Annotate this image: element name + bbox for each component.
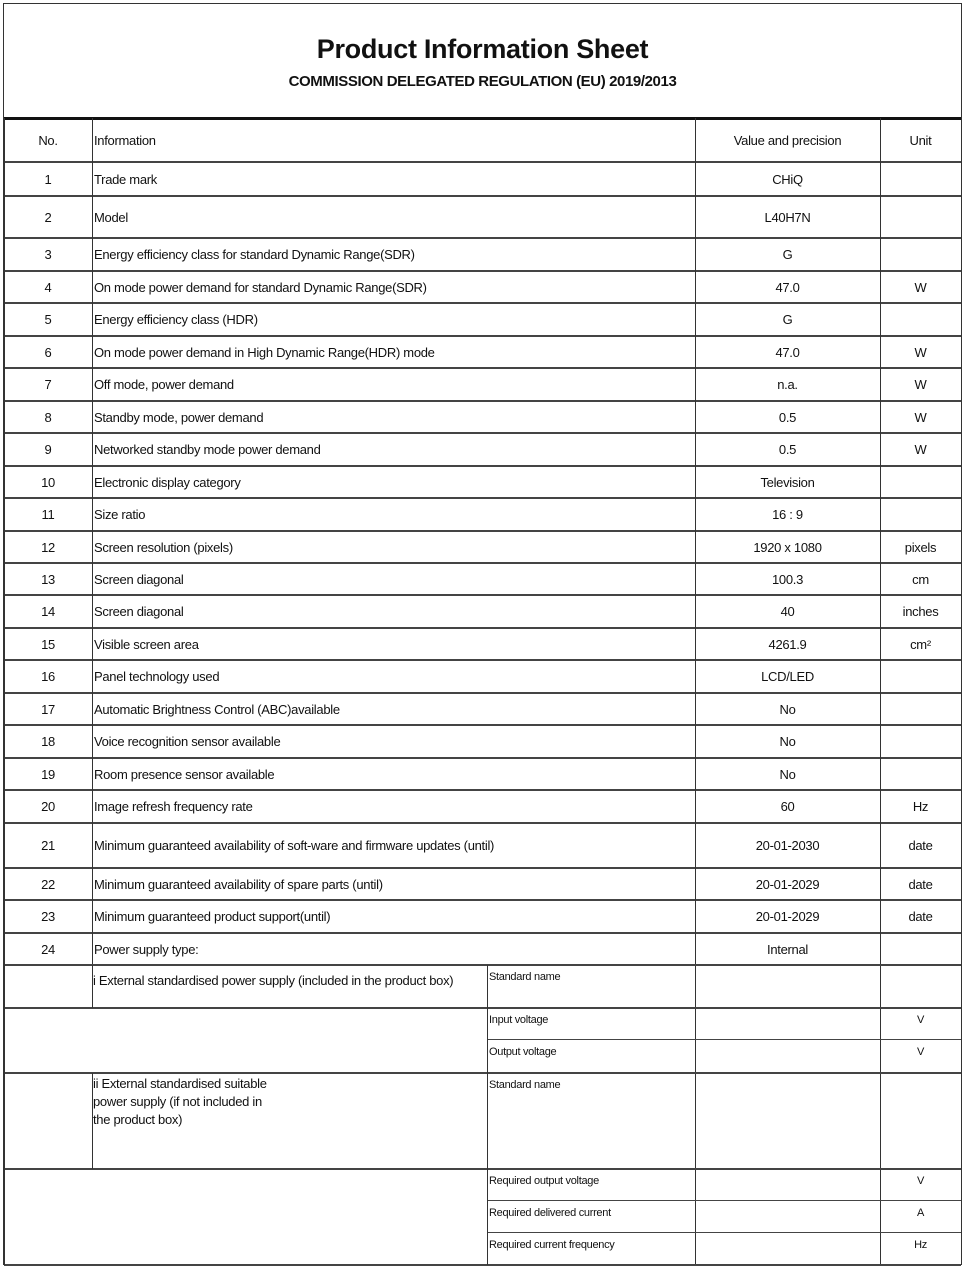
row-value: G xyxy=(782,312,793,327)
row-number: 10 xyxy=(41,474,55,490)
row-value: Television xyxy=(760,474,815,490)
row-unit: W xyxy=(914,279,927,295)
power-field-value xyxy=(695,1073,880,1169)
power-field-value xyxy=(695,1008,880,1040)
row-unit xyxy=(880,238,961,271)
row-number: 7 xyxy=(44,377,52,392)
row-value: 47.0 xyxy=(775,279,800,295)
row-unit: W xyxy=(914,344,927,360)
row-number: 24 xyxy=(41,941,55,957)
row-value: LCD/LED xyxy=(761,669,814,684)
row-value: 20-01-2030 xyxy=(755,838,820,853)
row-unit: W xyxy=(914,377,927,392)
row-unit xyxy=(880,725,961,758)
row-value: CHiQ xyxy=(772,171,803,187)
row-information: Model xyxy=(94,209,128,225)
row-value: 0.5 xyxy=(778,409,797,425)
row-information: Minimum guaranteed product support(until) xyxy=(94,909,331,924)
row-unit: W xyxy=(914,442,927,457)
column-divider xyxy=(92,118,93,965)
row-divider xyxy=(4,367,961,369)
row-divider xyxy=(4,302,961,304)
column-divider xyxy=(487,965,488,1265)
power-field-value xyxy=(695,1201,880,1233)
column-header-unit: Unit xyxy=(909,132,932,148)
row-unit: inches xyxy=(902,604,939,619)
table-bottom-border xyxy=(4,1264,961,1266)
power-field-label: Standard name xyxy=(489,1079,561,1091)
row-information: Screen resolution (pixels) xyxy=(94,539,233,555)
power-field-label: Output voltage xyxy=(489,1046,557,1058)
row-information: Screen diagonal xyxy=(94,571,184,587)
row-number: 16 xyxy=(41,669,55,684)
power-field-label: Required output voltage xyxy=(489,1175,599,1187)
row-divider xyxy=(4,757,961,759)
row-divider xyxy=(4,724,961,726)
row-divider xyxy=(4,335,961,337)
row-information: Off mode, power demand xyxy=(94,377,234,392)
row-value: 100.3 xyxy=(771,571,804,587)
row-divider xyxy=(4,562,961,564)
row-information: Panel technology used xyxy=(94,669,220,684)
row-information: Screen diagonal xyxy=(94,604,184,619)
row-value: 47.0 xyxy=(775,344,800,360)
row-information: Visible screen area xyxy=(94,636,199,652)
row-unit: cm xyxy=(912,571,929,587)
row-divider xyxy=(4,932,961,934)
row-number: 5 xyxy=(44,312,52,327)
row-divider xyxy=(4,530,961,532)
row-divider xyxy=(4,195,961,197)
row-unit xyxy=(880,498,961,531)
row-value: 0.5 xyxy=(778,442,797,457)
table-left-border xyxy=(4,118,5,1265)
row-number: 14 xyxy=(41,604,55,619)
power-field-value xyxy=(695,965,880,1008)
row-unit: cm² xyxy=(910,636,931,652)
power-field-unit: V xyxy=(916,1046,925,1058)
power-field-value xyxy=(695,1040,880,1073)
power-field-unit: A xyxy=(916,1207,925,1219)
row-value: No xyxy=(779,701,796,717)
row-unit xyxy=(880,758,961,790)
row-divider xyxy=(4,692,961,694)
row-information: Power supply type: xyxy=(94,941,199,957)
row-divider xyxy=(4,627,961,629)
power-field-label: Required delivered current xyxy=(489,1207,611,1219)
row-information: Energy efficiency class for standard Dynamic Range(SDR) xyxy=(94,247,415,262)
row-unit: date xyxy=(908,838,933,853)
power-field-unit xyxy=(880,965,961,1008)
page-title: Product Information Sheet xyxy=(316,34,649,64)
row-number: 13 xyxy=(41,571,55,587)
row-unit: date xyxy=(908,909,933,924)
row-unit xyxy=(880,660,961,693)
row-information: Standby mode, power demand xyxy=(94,409,264,425)
row-value: 1920 x 1080 xyxy=(753,539,822,555)
row-number: 19 xyxy=(41,766,55,782)
row-value: 20-01-2029 xyxy=(755,876,820,892)
row-value: Internal xyxy=(767,941,808,957)
row-number: 8 xyxy=(44,409,52,425)
row-number: 21 xyxy=(41,838,55,853)
row-information: Networked standby mode power demand xyxy=(94,442,321,457)
row-number: 4 xyxy=(44,279,52,295)
row-information: Minimum guaranteed availability of spare parts (until) xyxy=(94,876,383,892)
row-information: On mode power demand for standard Dynamic Range(SDR) xyxy=(94,279,427,295)
power-field-label: Standard name xyxy=(489,971,561,983)
power-field-label: Input voltage xyxy=(489,1014,549,1026)
row-number: 2 xyxy=(44,209,52,225)
row-unit: pixels xyxy=(904,539,937,555)
table-right-border xyxy=(961,118,962,1265)
row-divider xyxy=(4,659,961,661)
row-value: 40 xyxy=(780,604,795,619)
row-information: Minimum guaranteed availability of soft-ware and firmware updates (until) xyxy=(94,838,495,853)
row-value: 16 : 9 xyxy=(772,507,803,522)
power-field-unit: Hz xyxy=(914,1239,927,1251)
row-unit xyxy=(880,162,961,196)
row-divider xyxy=(4,594,961,596)
row-information: Image refresh frequency rate xyxy=(94,799,253,814)
row-value: No xyxy=(779,734,796,749)
row-unit xyxy=(880,196,961,238)
row-number: 23 xyxy=(41,909,55,924)
row-information: Energy efficiency class (HDR) xyxy=(94,312,258,327)
row-number: 3 xyxy=(44,247,52,262)
external-power-supply-not-included-label: ii External standardised suitable power supply (if not included in the product box) xyxy=(93,1076,267,1127)
row-information: Electronic display category xyxy=(94,474,241,490)
power-field-unit xyxy=(880,1073,961,1169)
row-unit xyxy=(880,693,961,725)
row-number: 11 xyxy=(41,507,55,522)
row-value: 60 xyxy=(780,799,795,814)
row-unit: Hz xyxy=(912,799,929,814)
row-divider xyxy=(4,465,961,467)
row-information: On mode power demand in High Dynamic Range(HDR) mode xyxy=(94,344,435,360)
row-divider xyxy=(4,161,961,163)
power-field-label: Required current frequency xyxy=(489,1239,615,1251)
row-divider xyxy=(4,867,961,869)
row-number: 1 xyxy=(44,171,52,187)
row-unit xyxy=(880,933,961,965)
row-divider xyxy=(4,899,961,901)
row-divider xyxy=(4,822,961,824)
row-information: Automatic Brightness Control (ABC)available xyxy=(94,701,340,717)
row-number: 9 xyxy=(44,442,52,457)
row-divider xyxy=(4,497,961,499)
row-unit xyxy=(880,466,961,498)
external-power-supply-included-label: i External standardised power supply (included in the product box) xyxy=(93,973,454,988)
column-header-value: Value and precision xyxy=(733,132,842,148)
row-value: No xyxy=(779,766,796,782)
row-value: L40H7N xyxy=(764,209,811,225)
power-field-unit: V xyxy=(916,1014,925,1026)
row-divider xyxy=(4,789,961,791)
row-value: 20-01-2029 xyxy=(755,909,820,924)
sheet-header xyxy=(4,4,961,120)
row-number: 20 xyxy=(41,799,55,814)
row-information: Trade mark xyxy=(94,171,157,187)
power-field-unit: V xyxy=(916,1175,925,1187)
row-divider xyxy=(4,432,961,434)
power-field-value xyxy=(695,1233,880,1265)
row-divider xyxy=(4,237,961,239)
row-information: Size ratio xyxy=(94,507,146,522)
row-number: 15 xyxy=(41,636,55,652)
row-number: 6 xyxy=(44,344,52,360)
column-header-information: Information xyxy=(94,132,156,148)
row-unit: date xyxy=(908,876,933,892)
row-number: 18 xyxy=(41,734,55,749)
row-number: 22 xyxy=(41,876,55,892)
row-value: G xyxy=(782,247,793,262)
row-value: 4261.9 xyxy=(768,636,807,652)
row-number: 17 xyxy=(41,701,55,717)
row-number: 12 xyxy=(41,539,55,555)
row-information: Room presence sensor available xyxy=(94,766,275,782)
row-value: n.a. xyxy=(777,377,798,392)
power-field-value xyxy=(695,1169,880,1201)
row-unit: W xyxy=(914,409,927,425)
row-divider xyxy=(4,270,961,272)
row-unit xyxy=(880,303,961,336)
column-header-no: No. xyxy=(38,132,58,148)
row-information: Voice recognition sensor available xyxy=(94,734,281,749)
regulation-subtitle: COMMISSION DELEGATED REGULATION (EU) 2019/2013 xyxy=(288,73,677,90)
row-divider xyxy=(4,400,961,402)
